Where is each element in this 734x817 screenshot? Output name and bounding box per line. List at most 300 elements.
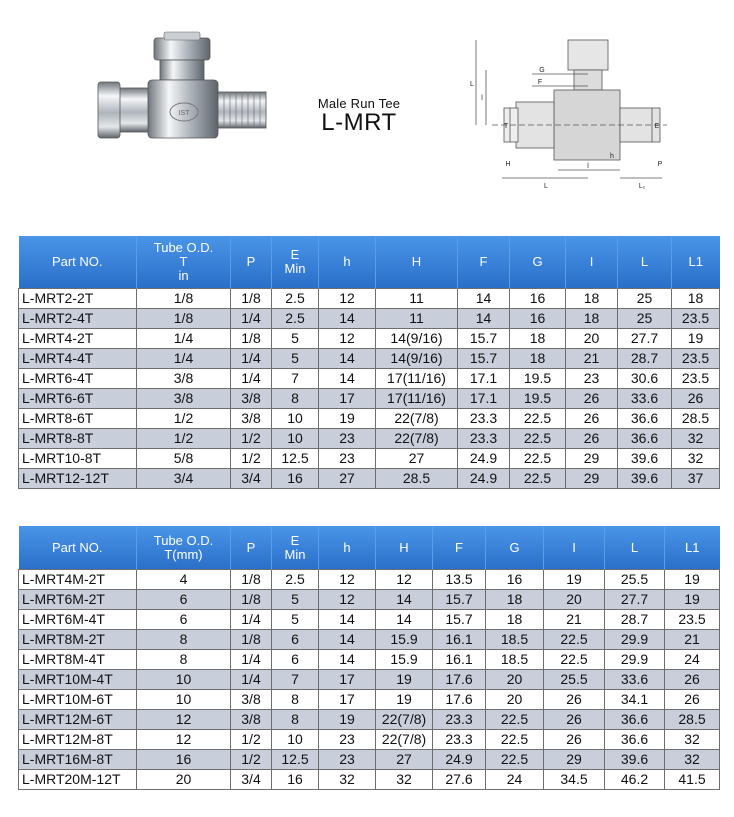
- table-cell: 33.6: [618, 389, 672, 409]
- table-cell: 23.5: [672, 369, 720, 389]
- table-cell: 36.6: [618, 429, 672, 449]
- part-number-cell: L-MRT6M-4T: [19, 610, 137, 630]
- table-cell: 39.6: [605, 750, 665, 770]
- col-header-L: L: [605, 526, 665, 570]
- table-cell: 36.6: [605, 710, 665, 730]
- table-row: [19, 309, 720, 329]
- table-cell: 23: [319, 429, 376, 449]
- dim-label-L1: L₁: [638, 183, 646, 190]
- col-header-H: H: [376, 236, 458, 289]
- table-cell: 1/2: [137, 429, 231, 449]
- table-cell: 12: [319, 570, 376, 590]
- table-cell: 17: [319, 670, 376, 690]
- table-cell: 14: [319, 349, 376, 369]
- table-row: [19, 349, 720, 369]
- table-cell: 2.5: [272, 570, 319, 590]
- table-cell: 28.5: [672, 409, 720, 429]
- col-header-tube-od-line1: Tube O.D.: [153, 240, 214, 255]
- table-cell: 1/4: [231, 610, 272, 630]
- col-header-e-line1: E: [290, 532, 300, 548]
- table-cell: 10: [137, 670, 231, 690]
- table-cell: 29: [544, 750, 605, 770]
- part-number-cell: L-MRT10-8T: [19, 449, 137, 469]
- part-number-cell: L-MRT8-6T: [19, 409, 137, 429]
- table-cell: 37: [672, 469, 720, 489]
- table-cell: 3/8: [137, 369, 231, 389]
- table-cell: 22.5: [486, 710, 544, 730]
- imperial-size-table: [18, 236, 720, 489]
- table-row: [19, 690, 720, 710]
- table-cell: 17.6: [433, 690, 486, 710]
- table-cell: 22.5: [510, 469, 566, 489]
- col-header-L: L: [618, 236, 672, 289]
- dim-label-l: l: [481, 95, 483, 102]
- table-cell: 18: [510, 329, 566, 349]
- table-cell: 20: [137, 770, 231, 790]
- table-cell: 22.5: [510, 429, 566, 449]
- table-cell: 3/8: [231, 710, 272, 730]
- table-cell: 22(7/8): [376, 409, 458, 429]
- table-cell: 32: [319, 770, 376, 790]
- part-number-cell: L-MRT8M-4T: [19, 650, 137, 670]
- table-cell: 20: [486, 690, 544, 710]
- table-cell: 1/8: [137, 309, 231, 329]
- table-row: [19, 469, 720, 489]
- table-cell: 1/4: [231, 349, 272, 369]
- table-cell: 18: [672, 289, 720, 309]
- table-row: [19, 710, 720, 730]
- table-cell: 17(11/16): [376, 389, 458, 409]
- table-cell: 10: [272, 409, 319, 429]
- table-cell: 32: [376, 770, 433, 790]
- col-header-G: G: [486, 526, 544, 570]
- table-cell: 1/2: [231, 750, 272, 770]
- table-cell: 3/4: [231, 469, 272, 489]
- col-header-h-small: h: [319, 526, 376, 570]
- table-cell: 16.1: [433, 650, 486, 670]
- table-cell: 26: [544, 690, 605, 710]
- table-cell: 5: [272, 590, 319, 610]
- table-cell: 1/8: [231, 630, 272, 650]
- metric-table-body: [19, 570, 720, 790]
- part-number-cell: L-MRT20M-12T: [19, 770, 137, 790]
- table-cell: 11: [376, 289, 458, 309]
- table-cell: 41.5: [665, 770, 720, 790]
- col-header-e-min: [272, 526, 319, 570]
- table-cell: 18: [486, 590, 544, 610]
- col-header-G: G: [510, 236, 566, 289]
- part-number-cell: L-MRT2-4T: [19, 309, 137, 329]
- table-cell: 28.5: [376, 469, 458, 489]
- table-cell: 5: [272, 349, 319, 369]
- table-cell: 5/8: [137, 449, 231, 469]
- col-header-F: F: [458, 236, 510, 289]
- table-row: [19, 389, 720, 409]
- table-cell: 23.3: [458, 429, 510, 449]
- table-cell: 14: [458, 309, 510, 329]
- part-number-cell: L-MRT16M-8T: [19, 750, 137, 770]
- table-cell: 14: [319, 650, 376, 670]
- dim-label-L-bottom: L: [544, 183, 548, 190]
- col-header-I: I: [566, 236, 618, 289]
- col-header-tube-od-line2: T(mm): [164, 546, 203, 562]
- table-cell: 34.1: [605, 690, 665, 710]
- table-cell: 24.9: [433, 750, 486, 770]
- table-cell: 23: [319, 449, 376, 469]
- table-cell: 2.5: [272, 309, 319, 329]
- dim-label-P: P: [657, 161, 663, 168]
- table-cell: 16: [486, 570, 544, 590]
- table-cell: 24.9: [458, 469, 510, 489]
- table-cell: 21: [566, 349, 618, 369]
- table-cell: 15.7: [433, 610, 486, 630]
- table-cell: 18: [510, 349, 566, 369]
- table-cell: 27.7: [605, 590, 665, 610]
- table-row: [19, 650, 720, 670]
- table-cell: 21: [544, 610, 605, 630]
- table-cell: 19: [672, 329, 720, 349]
- table-cell: 15.9: [376, 630, 433, 650]
- table-cell: 34.5: [544, 770, 605, 790]
- table-cell: 21: [665, 630, 720, 650]
- col-header-part-no: Part NO.: [19, 236, 137, 289]
- table-cell: 28.5: [665, 710, 720, 730]
- table-cell: 8: [272, 710, 319, 730]
- imperial-table-body: [19, 289, 720, 489]
- table-cell: 3/8: [231, 409, 272, 429]
- table-cell: 22.5: [544, 650, 605, 670]
- table-cell: 1/2: [231, 449, 272, 469]
- table-row: [19, 610, 720, 630]
- table-cell: 3/8: [137, 389, 231, 409]
- table-cell: 25: [618, 289, 672, 309]
- table-cell: 26: [566, 429, 618, 449]
- table-cell: 23.5: [672, 349, 720, 369]
- table-cell: 20: [566, 329, 618, 349]
- col-header-p: P: [231, 526, 272, 570]
- product-label: [304, 96, 414, 137]
- table-cell: 14: [458, 289, 510, 309]
- table-cell: 1/2: [137, 409, 231, 429]
- col-header-e-line1: E: [290, 247, 300, 262]
- table-cell: 29: [566, 469, 618, 489]
- table-cell: 22.5: [486, 750, 544, 770]
- table-cell: 19.5: [510, 389, 566, 409]
- table-cell: 2.5: [272, 289, 319, 309]
- table-cell: 24: [486, 770, 544, 790]
- table-row: [19, 630, 720, 650]
- table-cell: 10: [272, 730, 319, 750]
- col-header-F: F: [433, 526, 486, 570]
- dim-label-G: G: [539, 67, 545, 74]
- table-cell: 36.6: [618, 409, 672, 429]
- table-cell: 17: [319, 389, 376, 409]
- table-cell: 3/4: [231, 770, 272, 790]
- table-cell: 1/8: [231, 570, 272, 590]
- dim-label-l-bottom: l: [587, 163, 589, 170]
- product-hero: [0, 0, 734, 222]
- table-cell: 18: [566, 289, 618, 309]
- col-header-h-small: h: [319, 236, 376, 289]
- table-cell: 23.3: [433, 710, 486, 730]
- table-cell: 17(11/16): [376, 369, 458, 389]
- product-code: L-MRT: [321, 109, 397, 136]
- table-cell: 19.5: [510, 369, 566, 389]
- table-cell: 15.9: [376, 650, 433, 670]
- table-cell: 14: [319, 630, 376, 650]
- col-header-tube-od-line2: T: [179, 254, 188, 269]
- product-subtitle: Male Run Tee: [317, 96, 401, 111]
- part-number-cell: L-MRT8M-2T: [19, 630, 137, 650]
- col-header-H: H: [376, 526, 433, 570]
- table-cell: 14: [376, 610, 433, 630]
- dim-label-L: L: [470, 81, 474, 88]
- table-cell: 14(9/16): [376, 349, 458, 369]
- table-cell: 28.7: [618, 349, 672, 369]
- table-cell: 6: [137, 610, 231, 630]
- table-cell: 23: [319, 750, 376, 770]
- table-cell: 19: [376, 670, 433, 690]
- table-cell: 32: [665, 730, 720, 750]
- table-cell: 22.5: [510, 409, 566, 429]
- tee-fitting-photo: [92, 30, 272, 180]
- table-cell: 7: [272, 369, 319, 389]
- table-cell: 22.5: [486, 730, 544, 750]
- table-cell: 18.5: [486, 630, 544, 650]
- table-row: [19, 770, 720, 790]
- table-cell: 36.6: [605, 730, 665, 750]
- table-cell: 1/8: [137, 289, 231, 309]
- table-cell: 14: [376, 590, 433, 610]
- table-cell: 1/8: [231, 590, 272, 610]
- table-cell: 46.2: [605, 770, 665, 790]
- table-cell: 32: [665, 750, 720, 770]
- table-cell: 19: [376, 690, 433, 710]
- table-cell: 16: [510, 289, 566, 309]
- table-cell: 23.3: [433, 730, 486, 750]
- table-cell: 23: [566, 369, 618, 389]
- part-number-cell: L-MRT12M-8T: [19, 730, 137, 750]
- dim-label-E: E: [654, 123, 660, 130]
- table-cell: 18: [486, 610, 544, 630]
- table-cell: 7: [272, 670, 319, 690]
- table-cell: 27.6: [433, 770, 486, 790]
- table-cell: 15.7: [433, 590, 486, 610]
- table-cell: 28.7: [605, 610, 665, 630]
- table-cell: 29: [566, 449, 618, 469]
- part-number-cell: L-MRT4M-2T: [19, 570, 137, 590]
- table-cell: 6: [272, 650, 319, 670]
- svg-text:IST: IST: [178, 110, 190, 117]
- table-cell: 1/4: [231, 670, 272, 690]
- table-cell: 39.6: [618, 449, 672, 469]
- table-row: [19, 409, 720, 429]
- table-cell: 22.5: [510, 449, 566, 469]
- part-number-cell: L-MRT2-2T: [19, 289, 137, 309]
- col-header-L1: L1: [672, 236, 720, 289]
- col-header-L1: L1: [665, 526, 720, 570]
- table-cell: 12: [319, 329, 376, 349]
- table-cell: 12: [319, 590, 376, 610]
- part-number-cell: L-MRT10M-4T: [19, 670, 137, 690]
- table-cell: 1/4: [137, 349, 231, 369]
- table-cell: 18.5: [486, 650, 544, 670]
- col-header-e-min: [272, 236, 319, 289]
- table-cell: 1/4: [231, 369, 272, 389]
- table-cell: 26: [544, 730, 605, 750]
- col-header-I: I: [544, 526, 605, 570]
- table-cell: 16: [510, 309, 566, 329]
- table-row: [19, 570, 720, 590]
- table-cell: 17.1: [458, 389, 510, 409]
- table-cell: 26: [566, 409, 618, 429]
- table-cell: 10: [137, 690, 231, 710]
- table-cell: 3/4: [137, 469, 231, 489]
- table-cell: 27: [319, 469, 376, 489]
- table-cell: 32: [672, 429, 720, 449]
- dim-label-F: F: [537, 79, 543, 86]
- table-cell: 14: [319, 369, 376, 389]
- table-cell: 25.5: [605, 570, 665, 590]
- table-cell: 29.9: [605, 650, 665, 670]
- table-cell: 8: [137, 630, 231, 650]
- table-cell: 26: [544, 710, 605, 730]
- table-header-row: [19, 526, 720, 570]
- table-cell: 25.5: [544, 670, 605, 690]
- table-row: [19, 329, 720, 349]
- table-row: [19, 590, 720, 610]
- part-number-cell: L-MRT8-8T: [19, 429, 137, 449]
- table-cell: 17.6: [433, 670, 486, 690]
- table-cell: 12: [137, 710, 231, 730]
- part-number-cell: L-MRT4-4T: [19, 349, 137, 369]
- table-cell: 1/2: [231, 429, 272, 449]
- table-cell: 16: [137, 750, 231, 770]
- col-header-e-line2: Min: [284, 261, 306, 276]
- part-number-cell: L-MRT12-12T: [19, 469, 137, 489]
- table-cell: 17.1: [458, 369, 510, 389]
- table-cell: 26: [672, 389, 720, 409]
- table-cell: 22(7/8): [376, 730, 433, 750]
- table-cell: 13.5: [433, 570, 486, 590]
- table-row: [19, 730, 720, 750]
- table-row: [19, 449, 720, 469]
- table-cell: 33.6: [605, 670, 665, 690]
- part-number-cell: L-MRT6-4T: [19, 369, 137, 389]
- table-cell: 5: [272, 610, 319, 630]
- table-row: [19, 429, 720, 449]
- col-header-part-no: Part NO.: [19, 526, 137, 570]
- table-cell: 16: [272, 770, 319, 790]
- table-cell: 8: [272, 690, 319, 710]
- table-cell: 16: [272, 469, 319, 489]
- part-number-cell: L-MRT12M-6T: [19, 710, 137, 730]
- dim-label-h: h: [610, 153, 614, 160]
- table-cell: 19: [665, 570, 720, 590]
- table-cell: 12: [376, 570, 433, 590]
- table-cell: 29.9: [605, 630, 665, 650]
- col-header-tube-od: [137, 526, 231, 570]
- col-header-tube-od-line3: in: [178, 268, 189, 283]
- table-cell: 17: [319, 690, 376, 710]
- table-cell: 30.6: [618, 369, 672, 389]
- table-row: [19, 289, 720, 309]
- table-cell: 11: [376, 309, 458, 329]
- table-cell: 14: [319, 610, 376, 630]
- table-cell: 1/2: [231, 730, 272, 750]
- table-cell: 23.5: [672, 309, 720, 329]
- part-number-cell: L-MRT10M-6T: [19, 690, 137, 710]
- table-cell: 15.7: [458, 329, 510, 349]
- table-cell: 8: [272, 389, 319, 409]
- col-header-tube-od: [137, 236, 231, 289]
- table-cell: 3/8: [231, 690, 272, 710]
- table-cell: 23.3: [458, 409, 510, 429]
- table-row: [19, 670, 720, 690]
- table-cell: 24: [665, 650, 720, 670]
- table-cell: 27: [376, 750, 433, 770]
- table-cell: 18: [566, 309, 618, 329]
- table-cell: 39.6: [618, 469, 672, 489]
- table-cell: 4: [137, 570, 231, 590]
- table-cell: 14: [319, 309, 376, 329]
- table-cell: 16.1: [433, 630, 486, 650]
- table-cell: 19: [319, 409, 376, 429]
- table-cell: 1/4: [231, 309, 272, 329]
- table-cell: 26: [665, 690, 720, 710]
- col-header-p: P: [231, 236, 272, 289]
- table-cell: 23: [319, 730, 376, 750]
- table-cell: 3/8: [231, 389, 272, 409]
- table-cell: 12.5: [272, 750, 319, 770]
- table-cell: 24.9: [458, 449, 510, 469]
- part-number-cell: L-MRT6-6T: [19, 389, 137, 409]
- part-number-cell: L-MRT4-2T: [19, 329, 137, 349]
- col-header-tube-od-line1: Tube O.D.: [153, 532, 214, 548]
- table-row: [19, 369, 720, 389]
- table-cell: 26: [566, 389, 618, 409]
- table-cell: 1/4: [231, 650, 272, 670]
- table-cell: 12: [137, 730, 231, 750]
- table-cell: 32: [672, 449, 720, 469]
- table-cell: 20: [544, 590, 605, 610]
- table-cell: 22(7/8): [376, 429, 458, 449]
- table-cell: 1/8: [231, 329, 272, 349]
- table-header-row: [19, 236, 720, 289]
- table-cell: 15.7: [458, 349, 510, 369]
- table-cell: 8: [137, 650, 231, 670]
- table-cell: 27: [376, 449, 458, 469]
- table-cell: 5: [272, 329, 319, 349]
- table-cell: 12.5: [272, 449, 319, 469]
- table-cell: 27.7: [618, 329, 672, 349]
- dim-label-T: T: [503, 123, 509, 130]
- metric-size-table: [18, 526, 720, 790]
- col-header-e-line2: Min: [284, 546, 306, 562]
- table-cell: 1/8: [231, 289, 272, 309]
- table-cell: 6: [137, 590, 231, 610]
- table-cell: 19: [544, 570, 605, 590]
- table-row: [19, 750, 720, 770]
- table-cell: 20: [486, 670, 544, 690]
- table-cell: 10: [272, 429, 319, 449]
- part-number-cell: L-MRT6M-2T: [19, 590, 137, 610]
- table-cell: 25: [618, 309, 672, 329]
- table-cell: 19: [665, 590, 720, 610]
- table-cell: 12: [319, 289, 376, 309]
- table-cell: 23.5: [665, 610, 720, 630]
- table-cell: 22(7/8): [376, 710, 433, 730]
